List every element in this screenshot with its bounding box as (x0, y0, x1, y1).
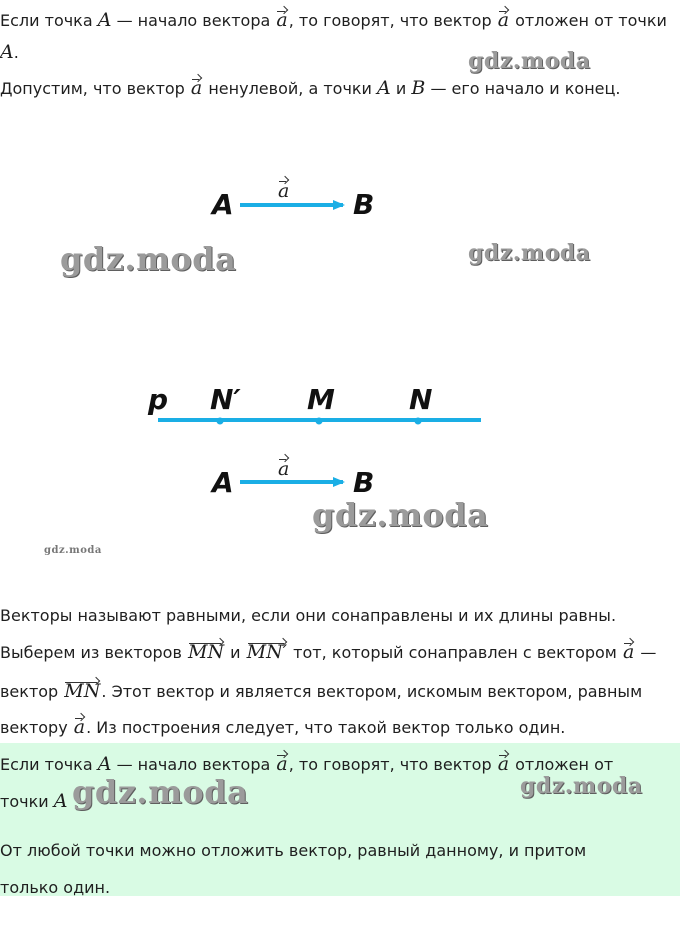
text-fragment: отложен от точки (515, 11, 667, 30)
figure2-label-n: N (409, 383, 433, 416)
point-n-dot (415, 418, 422, 425)
highlight-line-1 (0, 752, 613, 775)
watermark: gdz.moda (44, 545, 102, 556)
text-fragment: отложен от (515, 755, 614, 774)
highlight-line-4: только один. (0, 878, 111, 897)
text-fragment: Если точка (0, 11, 93, 30)
watermark: gdz.moda (520, 773, 643, 799)
math-point-a: A (97, 9, 112, 31)
text-fragment: — (640, 643, 657, 662)
text-fragment: — начало вектора (116, 755, 271, 774)
figure2-label-b: B (353, 466, 375, 499)
figure2-label-vec-a: a (278, 458, 290, 480)
body-line-3 (0, 679, 642, 702)
figure1-label-b: B (353, 188, 375, 221)
body-line-1: Векторы называют равными, если они сонаправлены и их длины равны. (0, 606, 617, 625)
text-fragment: и (395, 79, 407, 98)
math-point-a: A (97, 753, 112, 775)
watermark: gdz.moda (468, 240, 591, 266)
text-fragment: , то говорят, что вектор (288, 755, 492, 774)
math-vector-a: a (497, 9, 510, 31)
figure1-label-vec-a: a (278, 180, 290, 202)
math-point-b: B (411, 77, 426, 99)
math-vector-a: a (190, 77, 203, 99)
text-fragment: . (13, 43, 19, 62)
text-fragment: вектор (0, 682, 59, 701)
math-vector-a: a (497, 753, 510, 775)
point-n-prime-dot (217, 418, 224, 425)
watermark: gdz.moda (468, 48, 591, 74)
figure2-label-p: p (148, 383, 169, 416)
math-point-a: A (53, 790, 68, 812)
figure2-label-a: A (212, 466, 234, 499)
text-fragment: Если точка (0, 755, 93, 774)
text-fragment: и (230, 643, 241, 662)
figure2-label-n-prime: N′ (210, 383, 241, 416)
watermark: gdz.moda (60, 240, 237, 278)
figure2-label-m: M (307, 383, 335, 416)
text-fragment: тот, который сонаправлен с вектором (293, 643, 617, 662)
text-fragment: — его начало и конец. (430, 79, 621, 98)
point-m-dot (316, 418, 323, 425)
text-fragment: точки (0, 792, 49, 811)
text-fragment: . Из построения следует, что такой вектор только один. (86, 718, 566, 737)
math-vector-mn: MN (64, 680, 101, 702)
text-fragment: Допустим, что вектор (0, 79, 185, 98)
body-line-2 (0, 640, 656, 663)
text-fragment: Выберем из векторов (0, 643, 182, 662)
watermark: gdz.moda (312, 496, 489, 534)
text-fragment: , то говорят, что вектор (288, 11, 492, 30)
highlight-line-3: От любой точки можно отложить вектор, равный данному, и притом (0, 841, 587, 860)
math-vector-a: a (622, 641, 635, 663)
math-vector-mn-prime: MN′ (246, 641, 288, 663)
math-vector-mn: MN (187, 641, 225, 663)
math-vector-a: a (276, 753, 288, 775)
math-point-a: A (377, 77, 391, 99)
math-point-a: A (0, 41, 14, 63)
text-fragment: вектору (0, 718, 68, 737)
text-fragment: — начало вектора (116, 11, 271, 30)
text-fragment: . Этот вектор и является вектором, искомым вектором, равным (101, 682, 643, 701)
math-vector-a: a (73, 716, 86, 738)
math-vector-a: a (276, 9, 288, 31)
body-line-4 (0, 715, 565, 738)
watermark: gdz.moda (72, 773, 249, 811)
figure1-label-a: A (212, 188, 234, 221)
text-fragment: ненулевой, а точки (208, 79, 372, 98)
highlight-line-2 (0, 791, 67, 812)
